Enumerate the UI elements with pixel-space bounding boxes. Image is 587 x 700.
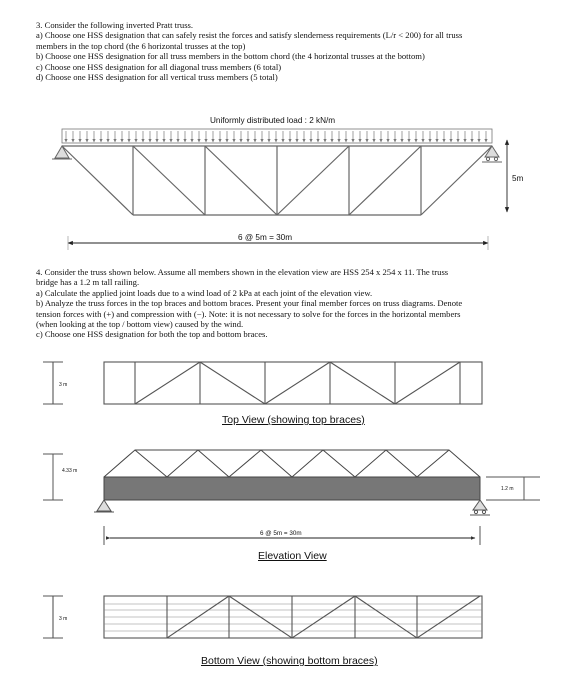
- truss-height-label: 4.33 m: [62, 468, 78, 474]
- roller: [474, 510, 477, 513]
- diagonal-member: [205, 146, 277, 215]
- distributed-load-box: [62, 129, 492, 143]
- problem-3-part-a-cont: members in the top chord (the 6 horizontal trusses at the top): [36, 40, 246, 51]
- elevation-view-caption: Elevation View: [258, 550, 327, 562]
- pin-support-left: [97, 500, 111, 511]
- railing-deck: [104, 477, 480, 500]
- diagonal-member: [133, 146, 205, 215]
- span-label: 6 @ 5m = 30m: [238, 233, 293, 242]
- pratt-truss-figure: [52, 129, 507, 250]
- problem-4-intro: 4. Consider the truss shown below. Assume all members shown in the elevation view are HSS 254 x 254 x 11. The truss: [36, 267, 449, 277]
- roller: [494, 157, 497, 160]
- end-diagonal-right: [421, 146, 492, 215]
- problem-4-part-b-cont2: (when looking at the top / bottom view) caused by the wind.: [36, 319, 244, 330]
- problem-4-part-b: b) Analyze the truss forces in the top braces and bottom braces. Present your final member forces on truss diagrams. Denote: [36, 298, 463, 309]
- top-brace-diagonal: [330, 362, 395, 404]
- end-diagonal-left: [62, 146, 133, 215]
- bottom-view-caption: Bottom View (showing bottom braces): [201, 655, 378, 667]
- problem-4-part-a: a) Calculate the applied joint loads due to a wind load of 2 kPa at each joint of the elevation view.: [36, 287, 373, 298]
- pin-support-left: [55, 146, 69, 158]
- problem-3-part-b: b) Choose one HSS designation for all truss members in the bottom chord (the 4 horizontal trusses at the bottom): [36, 51, 425, 62]
- top-view-caption: Top View (showing top braces): [222, 414, 365, 426]
- top-view-dim-label: 3 m: [59, 382, 68, 388]
- diagonal-member: [277, 146, 349, 215]
- problem-4-part-b-cont1: tension forces with (+) and compression with (−). Note: it is not necessary to solve for the forces in the horizontal members: [36, 308, 461, 319]
- top-view-outline: [104, 362, 482, 404]
- load-label: Uniformly distributed load : 2 kN/m: [210, 116, 336, 125]
- railing-height-label: 1.2 m: [501, 486, 514, 492]
- top-view-figure: [43, 362, 482, 404]
- top-brace-diagonal: [395, 362, 460, 404]
- bottom-view-dim-label: 3 m: [59, 616, 68, 622]
- diagonal-member: [349, 146, 421, 215]
- roller: [486, 157, 489, 160]
- top-brace-diagonal: [265, 362, 330, 404]
- problem-3-title: 3. Consider the following inverted Pratt truss.: [36, 20, 194, 30]
- elevation-span-label: 6 @ 5m = 30m: [260, 530, 302, 537]
- problem-3-part-d: d) Choose one HSS designation for all vertical truss members (5 total): [36, 72, 278, 83]
- problem-4-part-c: c) Choose one HSS designation for both the top and bottom braces.: [36, 329, 268, 340]
- top-brace-diagonal: [135, 362, 200, 404]
- problem-4-intro-cont: bridge has a 1.2 m tall railing.: [36, 277, 140, 288]
- truss-web: [104, 450, 480, 477]
- height-label: 5m: [512, 174, 524, 183]
- problem-3-part-c: c) Choose one HSS designation for all diagonal truss members (6 total): [36, 61, 282, 72]
- roller: [482, 510, 485, 513]
- top-brace-diagonal: [200, 362, 265, 404]
- bottom-view-figure: [43, 596, 482, 638]
- roller-support-right: [473, 500, 487, 510]
- problem-3-part-a: a) Choose one HSS designation that can safely resist the forces and satisfy slenderness requirements (L/r < 200) for all truss: [36, 30, 463, 41]
